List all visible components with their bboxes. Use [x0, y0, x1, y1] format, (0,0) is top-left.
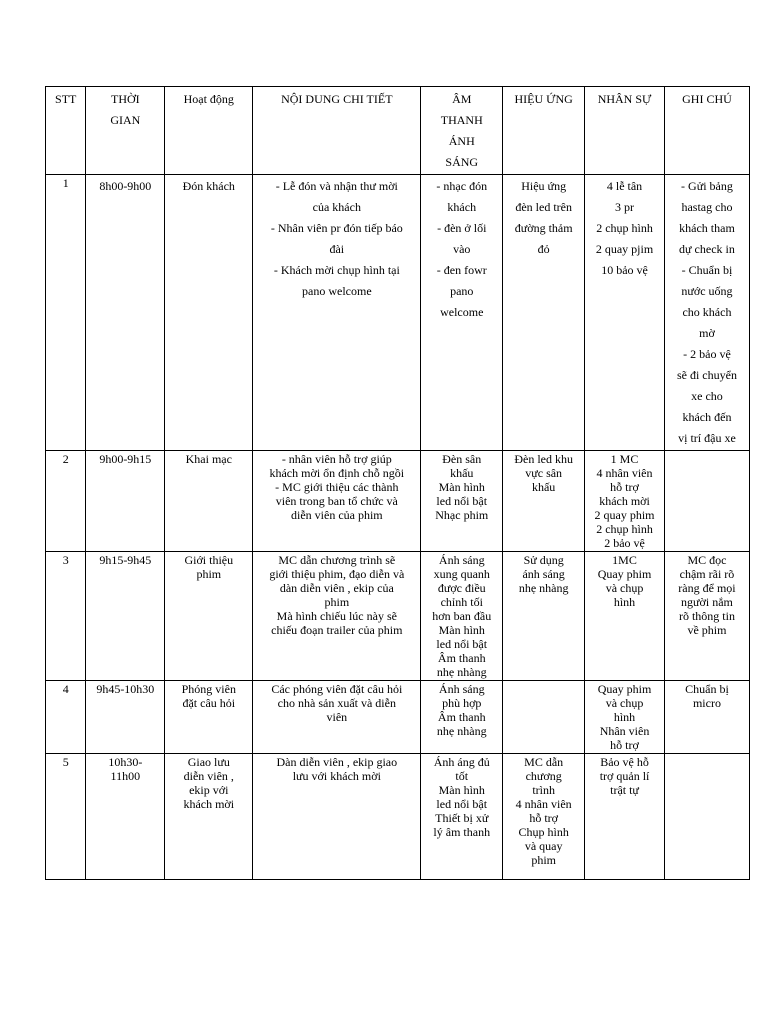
cell-time — [86, 451, 165, 552]
cell-text-line: 1MC — [612, 553, 637, 567]
table-row — [46, 552, 750, 681]
cell-text-line: vị trí đậu xe — [678, 431, 736, 445]
cell-notes — [664, 754, 749, 880]
cell-text-line: chậm rãi rõ — [679, 567, 735, 581]
cell-text-line: 10 bảo vệ — [601, 263, 648, 277]
cell-text-line: 2 chụp hình — [596, 221, 653, 235]
cell-effects — [503, 681, 585, 754]
cell-text-line: Nhân viên — [599, 724, 650, 738]
cell-text-line: cho nhà sản xuất và diễn — [277, 696, 396, 710]
cell-text-line: 9h00-9h15 — [99, 452, 152, 466]
cell-text-line: khấu — [531, 480, 556, 494]
cell-text-line: Âm thanh — [437, 710, 486, 724]
cell-text-line: - Nhân viên pr đón tiếp báo — [270, 221, 403, 235]
cell-text-line: Màn hình — [438, 623, 485, 637]
cell-text-line: led nổi bật — [436, 797, 488, 811]
cell-content — [253, 175, 421, 451]
cell-staff — [585, 175, 665, 451]
cell-text-line: MC đọc — [687, 553, 727, 567]
cell-stt: 4 — [46, 681, 86, 754]
cell-text-line: - 2 bảo vệ — [683, 347, 731, 361]
cell-time — [86, 552, 165, 681]
cell-text-line: GHI CHÚ — [682, 92, 732, 106]
cell-text-line: hỗ trợ — [610, 480, 639, 494]
cell-stt: 5 — [46, 754, 86, 880]
cell-text-line: chỉnh tối — [440, 595, 483, 609]
cell-text-line: trợ quản lí — [599, 769, 650, 783]
cell-text-line: 1 MC — [610, 452, 639, 466]
cell-text-line: nước uống — [681, 284, 733, 298]
cell-text-line: 10h30- — [108, 755, 143, 769]
cell-text-line: được điều — [437, 581, 486, 595]
cell-stt: 1 — [46, 175, 86, 451]
header-staff — [585, 87, 665, 175]
cell-text-line: Giới thiệu — [184, 553, 234, 567]
cell-activity — [165, 175, 253, 451]
cell-text-line: Hiệu ứng — [521, 179, 567, 193]
cell-text-line: khách mời ổn định chỗ ngồi — [269, 466, 405, 480]
cell-text-line: - nhạc đón — [436, 179, 488, 193]
cell-sound-light — [421, 451, 503, 552]
cell-text-line: led nổi bật — [436, 494, 488, 508]
cell-notes — [664, 175, 749, 451]
cell-text-line: Dàn diễn viên , ekip giao — [276, 755, 398, 769]
cell-text-line: Đèn led khu — [514, 452, 573, 466]
cell-activity — [165, 552, 253, 681]
cell-text-line: welcome — [440, 305, 484, 319]
cell-text-line: 4 nhân viên — [596, 466, 653, 480]
header-activity — [165, 87, 253, 175]
cell-text-line: hình — [613, 595, 636, 609]
cell-text-line: MC dẫn — [524, 755, 564, 769]
cell-text-line: ánh sáng — [522, 567, 565, 581]
cell-text-line: led nổi bật — [436, 637, 488, 651]
cell-text-line: Sử dụng — [523, 553, 564, 567]
cell-text-line: vào — [453, 242, 471, 256]
cell-text-line: và chụp — [605, 581, 644, 595]
cell-text-line: 2 quay pjim — [595, 242, 654, 256]
cell-text-line: cho khách — [682, 305, 732, 319]
header-row — [46, 87, 750, 175]
cell-text-line: MC dẫn chương trình sẽ — [278, 553, 396, 567]
cell-text-line: của khách — [312, 200, 361, 214]
table-row — [46, 451, 750, 552]
cell-sound-light — [421, 681, 503, 754]
cell-time — [86, 175, 165, 451]
cell-sound-light — [421, 175, 503, 451]
cell-text-line: phù hợp — [442, 696, 482, 710]
cell-text-line: Đèn sân — [442, 452, 482, 466]
cell-text-line: - Lễ đón và nhận thư mời — [275, 179, 398, 193]
cell-text-line: NỘI DUNG CHI TIẾT — [281, 92, 393, 106]
cell-text-line: THANH — [440, 113, 483, 127]
cell-sound-light — [421, 754, 503, 880]
cell-text-line: phim — [531, 853, 556, 867]
cell-time — [86, 681, 165, 754]
cell-text-line: 9h45-10h30 — [96, 682, 155, 696]
cell-text-line: STT — [55, 92, 77, 106]
cell-staff — [585, 754, 665, 880]
cell-text-line: đài — [329, 242, 345, 256]
cell-content — [253, 681, 421, 754]
cell-effects — [503, 552, 585, 681]
cell-text-line: phim — [324, 595, 350, 609]
header-stt — [46, 87, 86, 175]
cell-text-line: - Khách mời chụp hình tại — [273, 263, 400, 277]
table-row — [46, 681, 750, 754]
cell-text-line: 2 bảo vệ — [604, 536, 645, 550]
cell-text-line: pano welcome — [302, 284, 372, 298]
cell-activity — [165, 451, 253, 552]
cell-text-line: khách đến — [682, 410, 732, 424]
cell-text-line: THỜI — [110, 92, 140, 106]
cell-text-line: vực sân — [525, 466, 563, 480]
cell-text-line: 2 chụp hình — [596, 522, 653, 536]
cell-notes — [664, 451, 749, 552]
cell-text-line: - nhân viên hỗ trợ giúp — [281, 452, 392, 466]
cell-text-line: người nắm — [681, 595, 733, 609]
cell-text-line: Quay phim — [597, 567, 652, 581]
cell-text-line: trình — [532, 783, 555, 797]
cell-text-line: Hoạt động — [183, 92, 234, 106]
header-sound-light — [421, 87, 503, 175]
cell-text-line: NHÂN SỰ — [597, 92, 652, 106]
cell-text-line: viên — [326, 710, 348, 724]
cell-staff — [585, 451, 665, 552]
cell-text-line: và chụp — [605, 696, 644, 710]
cell-text-line: Chuẩn bị — [685, 682, 729, 696]
cell-text-line: Màn hình — [438, 783, 485, 797]
cell-text-line: Giao lưu — [187, 755, 230, 769]
cell-effects — [503, 175, 585, 451]
cell-text-line: khấu — [450, 466, 474, 480]
cell-effects — [503, 451, 585, 552]
cell-text-line: 2 quay phim — [594, 508, 655, 522]
cell-text-line: khách — [447, 200, 477, 214]
cell-stt: 2 — [46, 451, 86, 552]
cell-text-line: Ánh sáng — [438, 553, 485, 567]
cell-text-line: xung quanh — [433, 567, 490, 581]
cell-text-line: Nhạc phim — [435, 508, 489, 522]
cell-text-line: nhẹ nhàng — [518, 581, 569, 595]
cell-text-line: phim — [196, 567, 222, 581]
cell-text-line: micro — [692, 696, 721, 710]
cell-text-line: Ánh áng đủ — [433, 755, 490, 769]
cell-content — [253, 552, 421, 681]
cell-text-line: sẽ đi chuyển — [676, 368, 737, 382]
table-row — [46, 754, 750, 880]
cell-stt: 3 — [46, 552, 86, 681]
cell-text-line: 8h00-9h00 — [99, 179, 152, 193]
cell-text-line: đèn led trên — [515, 200, 572, 214]
cell-text-line: nhẹ nhàng — [436, 724, 487, 738]
cell-text-line: Bảo vệ hỗ — [600, 755, 649, 769]
cell-text-line: ekip với — [189, 783, 229, 797]
cell-text-line: 11h00 — [110, 769, 141, 783]
cell-sound-light — [421, 552, 503, 681]
cell-notes — [664, 552, 749, 681]
cell-text-line: hỗ trợ — [610, 738, 639, 752]
cell-text-line: trật tự — [610, 783, 639, 797]
cell-text-line: lưu với khách mời — [292, 769, 381, 783]
cell-text-line: Màn hình — [438, 480, 485, 494]
cell-text-line: diễn viên , — [183, 769, 234, 783]
cell-text-line: dự check in — [679, 242, 735, 256]
cell-content — [253, 754, 421, 880]
header-content — [253, 87, 421, 175]
cell-text-line: và quay — [524, 839, 563, 853]
cell-text-line: 3 pr — [615, 200, 635, 214]
cell-text-line: - đen fowr — [436, 263, 487, 277]
cell-text-line: dàn diễn viên , ekip của — [279, 581, 394, 595]
cell-text-line: khách tham — [679, 221, 735, 235]
cell-activity — [165, 681, 253, 754]
cell-text-line: viên trong ban tổ chức và — [275, 494, 398, 508]
cell-text-line: Mà hình chiếu lúc này sẽ — [276, 609, 397, 623]
cell-text-line: GIAN — [110, 113, 141, 127]
header-effects — [503, 87, 585, 175]
cell-text-line: Âm thanh — [437, 651, 486, 665]
cell-text-line: giới thiệu phim, đạo diễn và — [269, 567, 405, 581]
cell-text-line: HIỆU ỨNG — [514, 92, 573, 106]
cell-text-line: SÁNG — [445, 155, 479, 169]
cell-staff — [585, 681, 665, 754]
cell-text-line: diễn viên của phim — [291, 508, 383, 522]
cell-text-line: chiếu đoạn trailer của phim — [271, 623, 403, 637]
cell-time — [86, 754, 165, 880]
cell-text-line: Các phóng viên đặt câu hỏi — [271, 682, 403, 696]
cell-text-line: xe cho — [691, 389, 723, 403]
cell-content — [253, 451, 421, 552]
cell-notes — [664, 681, 749, 754]
cell-text-line: đường thảm — [514, 221, 573, 235]
cell-text-line: ÁNH — [448, 134, 475, 148]
cell-staff — [585, 552, 665, 681]
cell-text-line: Phóng viên — [181, 682, 236, 696]
table-row — [46, 175, 750, 451]
cell-text-line: chương — [525, 769, 562, 783]
cell-text-line: - Gửi bảng — [681, 179, 733, 193]
cell-text-line: mờ — [699, 326, 715, 340]
cell-text-line: - MC giới thiệu các thành — [275, 480, 399, 494]
cell-text-line: Chụp hình — [518, 825, 569, 839]
schedule-table — [45, 86, 750, 880]
cell-text-line: rõ thông tin — [678, 609, 735, 623]
cell-text-line: 4 nhân viên — [515, 797, 572, 811]
cell-text-line: - Chuẩn bị — [681, 263, 733, 277]
cell-text-line: Thiết bị xử — [435, 811, 489, 825]
cell-text-line: khách mời — [183, 797, 235, 811]
cell-text-line: hơn ban đầu — [432, 609, 492, 623]
cell-text-line: hình — [613, 710, 636, 724]
cell-text-line: hỗ trợ — [529, 811, 558, 825]
cell-text-line: lý âm thanh — [433, 825, 491, 839]
header-notes — [664, 87, 749, 175]
cell-text-line: đỏ — [537, 242, 550, 256]
cell-text-line: đặt câu hỏi — [182, 696, 236, 710]
cell-text-line: - đèn ở lối — [437, 221, 487, 235]
cell-text-line: Đón khách — [182, 179, 235, 193]
cell-text-line: ràng để mọi — [678, 581, 736, 595]
cell-text-line: về phim — [687, 623, 727, 637]
cell-text-line: hastag cho — [681, 200, 733, 214]
cell-text-line: ÂM — [452, 92, 472, 106]
cell-text-line: khách mời — [599, 494, 650, 508]
cell-text-line: tốt — [455, 769, 469, 783]
cell-activity — [165, 754, 253, 880]
cell-text-line: Khai mạc — [185, 452, 232, 466]
cell-text-line: 4 lễ tân — [606, 179, 643, 193]
cell-text-line: 9h15-9h45 — [99, 553, 152, 567]
cell-text-line: Quay phim — [597, 682, 652, 696]
cell-effects — [503, 754, 585, 880]
cell-text-line: Ánh sáng — [438, 682, 485, 696]
cell-text-line: pano — [450, 284, 474, 298]
cell-text-line: nhẹ nhàng — [436, 665, 487, 679]
header-time — [86, 87, 165, 175]
